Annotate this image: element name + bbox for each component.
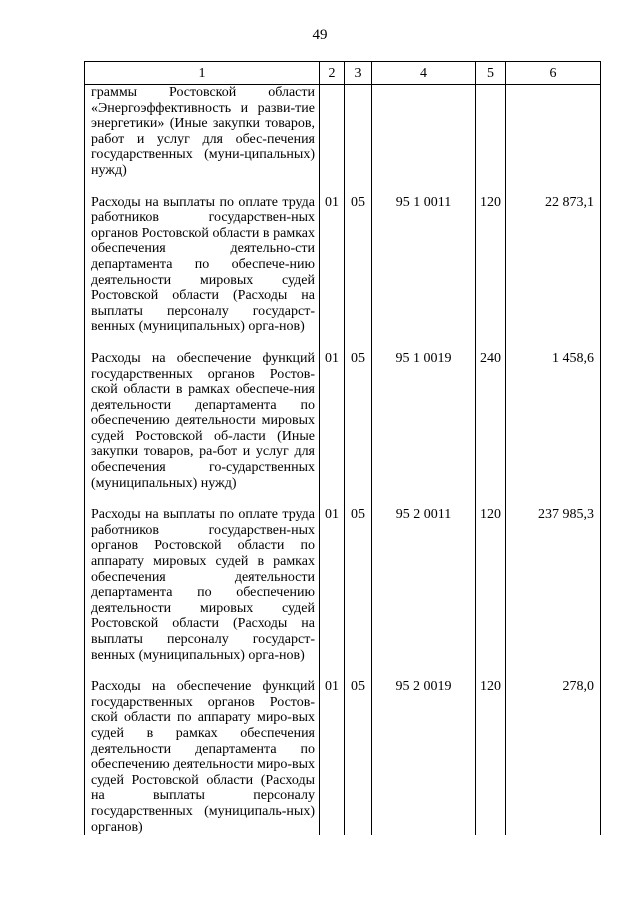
row-description [85, 85, 320, 179]
row-description [85, 195, 320, 335]
column-header: 4 [372, 62, 476, 85]
row-description [85, 351, 320, 491]
column-header: 2 [320, 62, 345, 85]
row-target-article: 95 2 0019 [372, 679, 476, 835]
row-description [85, 679, 320, 835]
row-description-text: Расходы на обеспечение функций государственных органов Ростов-ской области в рамках обеспече-ния деятельности департамента по обеспечению деятельности мировых судей Ростовской об-ласти (Иные закупки товаров, ра-бот и услуг для обеспечения го-сударственных (муниципальных) нужд) [91, 350, 315, 491]
table-row [85, 679, 601, 835]
row-expense-type: 240 [476, 351, 506, 491]
budget-table [84, 61, 601, 835]
row-section [320, 85, 345, 179]
row-description-text: Расходы на обеспечение функций государственных органов Ростов-ской области по аппарату миро-вых судей в рамках обеспечения деятельности департамента по обеспечению деятельности миро-вых судей Ростовской области (Расходы на выплаты персоналу государственных (муниципаль-ных) органов) [91, 679, 315, 835]
table-row [85, 85, 601, 179]
row-expense-type: 120 [476, 679, 506, 835]
table-header-row [85, 62, 601, 85]
row-expense-type [476, 85, 506, 179]
row-amount: 1 458,6 [506, 351, 601, 491]
row-subsection: 05 [345, 195, 372, 335]
row-amount [506, 85, 601, 179]
table-row [85, 195, 601, 335]
column-header: 6 [506, 62, 601, 85]
row-target-article: 95 2 0011 [372, 507, 476, 663]
row-expense-type: 120 [476, 195, 506, 335]
row-description-text: Расходы на выплаты по оплате труда работников государствен-ных органов Ростовской области в рамках обеспечения деятельно-сти департамента по обеспече-нию деятельности мировых судей Ростовской области (Расходы на выплаты персоналу государст-венных (муниципальных) орга-нов) [91, 194, 315, 335]
column-header: 5 [476, 62, 506, 85]
row-expense-type: 120 [476, 507, 506, 663]
column-header: 1 [85, 62, 320, 85]
row-subsection: 05 [345, 351, 372, 491]
column-header: 3 [345, 62, 372, 85]
row-target-article: 95 1 0011 [372, 195, 476, 335]
row-section: 01 [320, 351, 345, 491]
row-subsection: 05 [345, 507, 372, 663]
row-subsection [345, 85, 372, 179]
row-description-text: Расходы на выплаты по оплате труда работников государствен-ных органов Ростовской области по аппарату мировых судей в рамках обеспечения деятельности департамента по обеспечению деятельности мировых судей Ростовской области (Расходы на выплаты персоналу государст-венных (муниципальных) орга-нов) [91, 507, 315, 663]
row-target-article: 95 1 0019 [372, 351, 476, 491]
page-number: 49 [312, 27, 328, 43]
row-target-article [372, 85, 476, 179]
table-row [85, 351, 601, 491]
row-section: 01 [320, 195, 345, 335]
row-amount: 237 985,3 [506, 507, 601, 663]
row-description [85, 507, 320, 663]
row-section: 01 [320, 507, 345, 663]
row-description-text: граммы Ростовской области «Энергоэффективность и разви-тие энергетики» (Иные закупки товаров, работ и услуг для обес-печения государственных (муни-ципальных) нужд) [91, 85, 315, 178]
row-subsection: 05 [345, 679, 372, 835]
table-row [85, 507, 601, 663]
row-section: 01 [320, 679, 345, 835]
row-amount: 278,0 [506, 679, 601, 835]
row-amount: 22 873,1 [506, 195, 601, 335]
